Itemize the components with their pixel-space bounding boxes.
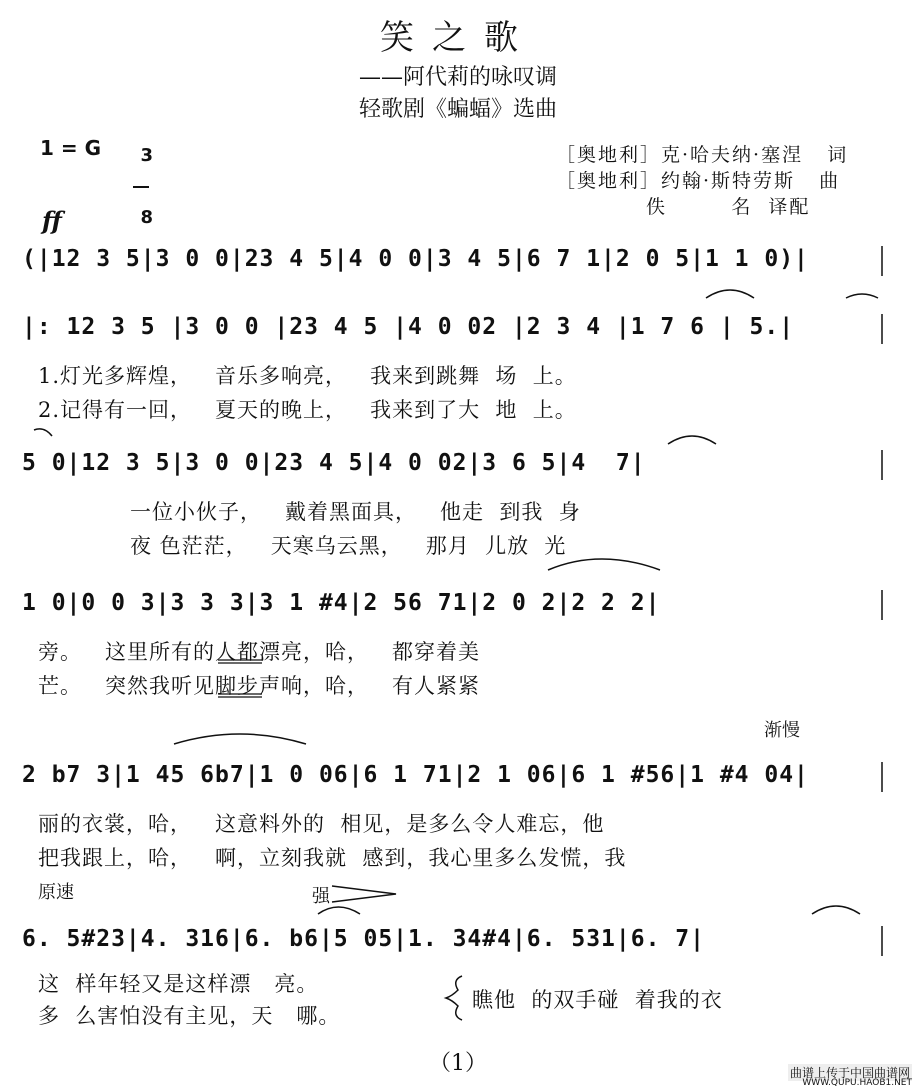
translator-credit: 佚 名 译配 xyxy=(646,196,811,218)
staff-1-notes: (|12 3 5|3 0 0|23 4 5|4 0 0|3 4 5|6 7 1|2 0 5|1 1 0)| xyxy=(22,246,809,272)
staff-6-lyrics-verse1: 这 样年轻又是这样漂 亮。 xyxy=(38,972,319,996)
slur-6 xyxy=(174,734,306,744)
staff-2-lyrics-verse1: 1.灯光多辉煌， 音乐多响亮， 我来到跳舞 场 上。 xyxy=(38,364,577,388)
tempo-yuansu: 原速 xyxy=(38,882,74,903)
staff-5-notes: 2 b7 3|1 45 6b7|1 0 06|6 1 71|2 1 06|6 1 #56|1 #4 04| xyxy=(22,762,809,788)
tempo-jianman: 渐慢 xyxy=(764,720,800,741)
dynamic-ff: ff xyxy=(42,206,62,235)
staff-4-lyrics-verse2: 芒。 突然我听见脚步声响，哈， 有人紧紧 xyxy=(38,674,481,698)
staff-3-lyrics-verse1: 一位小伙子， 戴着黑面具， 他走 到我 身 xyxy=(130,500,581,524)
subtitle-aria: ——阿代莉的咏叹调 xyxy=(358,65,557,90)
watermark-url: WWW.QUPU.HAOB1.NET xyxy=(802,1078,912,1088)
watermark-site: 曲谱上传于中国曲谱网 xyxy=(789,1066,910,1080)
lyric-brace xyxy=(446,976,462,1020)
staff-3-lyrics-verse2: 夜 色茫茫， 天寒乌云黑， 那月 儿放 光 xyxy=(130,534,567,558)
staff-6-lyrics-shared: 瞧他 的双手碰 着我的衣 xyxy=(472,988,723,1012)
page-title: 笑之歌 xyxy=(380,18,536,58)
slur-7 xyxy=(318,907,360,914)
subtitle-opera: 轻歌剧《蝙蝠》选曲 xyxy=(358,97,557,122)
page-number: （1） xyxy=(429,1051,487,1076)
staff-2-lyrics-verse2: 2.记得有一回， 夏天的晚上， 我来到了大 地 上。 xyxy=(38,398,577,422)
slur-1 xyxy=(706,290,754,298)
slur-3 xyxy=(34,429,52,436)
staff-3-notes: 5 0|12 3 5|3 0 0|23 4 5|4 0 02|3 6 5|4 7| xyxy=(22,450,646,476)
slur-2 xyxy=(846,294,878,298)
staff-6-lyrics-verse2: 多 么害怕没有主见，天 哪。 xyxy=(38,1004,341,1028)
hairpin xyxy=(332,886,396,902)
staff-6-notes: 6. 5#23|4. 316|6. b6|5 05|1. 34#4|6. 531|6. 7| xyxy=(22,926,705,952)
key-signature: 1 = G xyxy=(40,136,102,160)
lyricist-credit: ［奥地利］克·哈夫纳·塞涅 词 xyxy=(556,144,849,166)
time-top: 3 xyxy=(140,145,154,166)
time-bottom: 8 xyxy=(140,207,154,228)
staff-4-notes: 1 0|0 0 3|3 3 3|3 1 #4|2 56 71|2 0 2|2 2 2| xyxy=(22,590,661,616)
slur-8 xyxy=(812,906,860,914)
composer-credit: ［奥地利］约翰·斯特劳斯 曲 xyxy=(556,170,841,192)
staff-5-lyrics-verse2: 把我跟上，哈， 啊，立刻我就 感到，我心里多么发慌，我 xyxy=(38,846,627,870)
staff-5-lyrics-verse1: 丽的衣裳，哈， 这意料外的 相见，是多么令人难忘，他 xyxy=(38,812,605,836)
staff-2-notes: |: 12 3 5 |3 0 0 |23 4 5 |4 0 02 |2 3 4 |1 7 6 | 5.| xyxy=(22,314,795,340)
staff-4-lyrics-verse1: 旁。 这里所有的人都漂亮，哈， 都穿着美 xyxy=(38,640,481,664)
dynamic-qiang: 强 xyxy=(312,886,330,907)
slur-5 xyxy=(548,559,660,570)
slur-4 xyxy=(668,436,716,444)
